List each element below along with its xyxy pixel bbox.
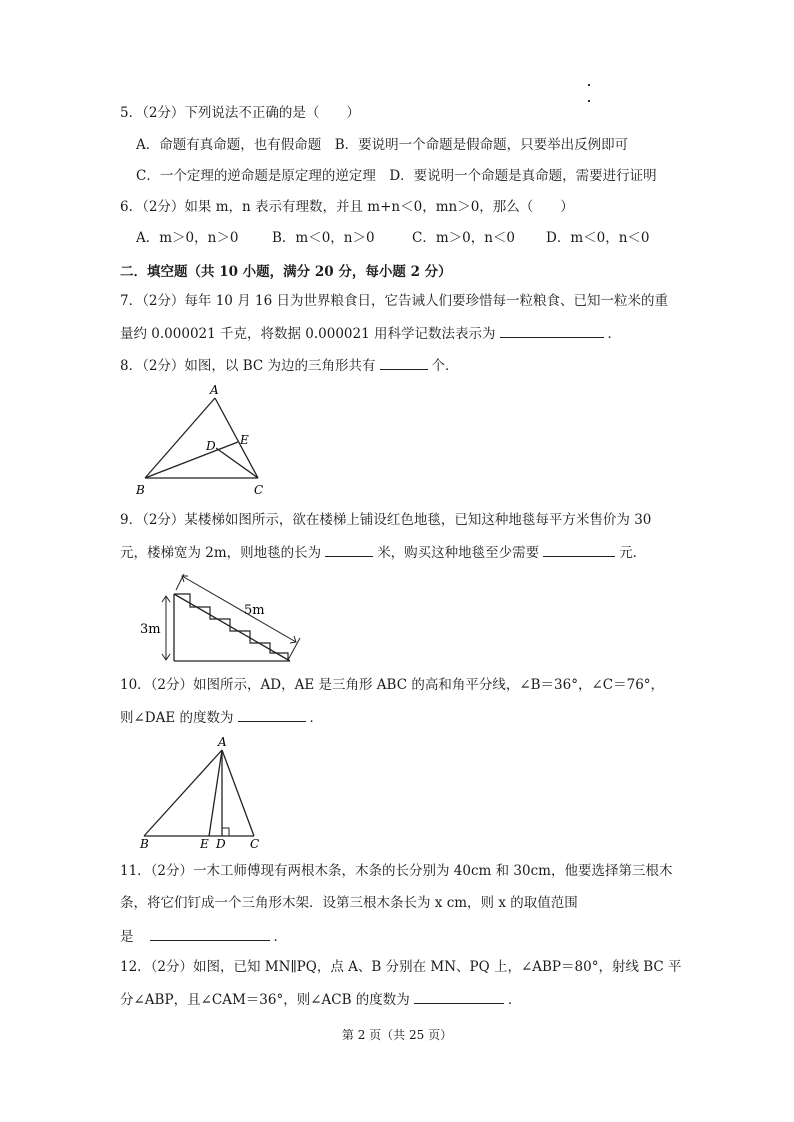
question-10-line-1: 10．（2分）如图所示，AD，AE 是三角形 ABC 的高和角平分线，∠B＝36°，∠C＝76°， bbox=[120, 677, 665, 693]
question-12-end: ． bbox=[507, 992, 522, 1008]
question-5-stem: 5．（2分）下列说法不正确的是（ ） bbox=[120, 105, 360, 121]
question-12-line-1: 12．（2分）如图，已知 MN∥PQ，点 A、B 分别在 MN、PQ 上，∠ABP＝80°，射线 BC 平 bbox=[120, 959, 682, 975]
label-c: C bbox=[254, 483, 264, 497]
label-a: A bbox=[218, 735, 227, 749]
question-11-line-2: 条，将它们钉成一个三角形木架．设第三根木条长为 x cm，则 x 的取值范围 bbox=[120, 895, 578, 911]
slope-label: 5m bbox=[244, 603, 265, 618]
question-11-line-3 bbox=[120, 926, 287, 946]
question-12-text: 分∠ABP，且∠CAM＝36°，则∠ACB 的度数为 bbox=[120, 992, 410, 1008]
label-e: E bbox=[200, 837, 209, 850]
question-9-text-b: 米，购买这种地毯至少需要 bbox=[377, 545, 540, 561]
question-7-text: 量约 0.000021 千克，将数据 0.000021 用科学记数法表示为 bbox=[120, 326, 496, 342]
answer-blank[interactable] bbox=[238, 707, 306, 722]
question-7-end: ． bbox=[607, 326, 621, 342]
question-10-text: 则∠DAE 的度数为 bbox=[120, 710, 234, 726]
staircase-figure-q9 bbox=[138, 566, 308, 666]
question-6-option-d: D．m＜0，n＜0 bbox=[546, 230, 650, 246]
question-10-end: ． bbox=[309, 710, 324, 726]
question-6-option-b: B．m＜0，n＞0 bbox=[272, 230, 375, 246]
answer-blank[interactable] bbox=[414, 989, 504, 1004]
scan-dot bbox=[588, 100, 590, 102]
question-10-line-2 bbox=[120, 707, 323, 727]
question-11-end: ． bbox=[273, 929, 287, 945]
answer-blank[interactable] bbox=[150, 926, 270, 941]
height-label: 3m bbox=[140, 622, 161, 637]
label-c: C bbox=[250, 837, 260, 850]
section-title-fill-in: 二．填空题（共 10 小题，满分 20 分，每小题 2 分） bbox=[120, 264, 452, 280]
triangle-figure-q8 bbox=[130, 380, 280, 500]
question-12-line-2 bbox=[120, 989, 521, 1009]
question-8-text: 8．（2分）如图，以 BC 为边的三角形共有 bbox=[120, 358, 376, 374]
question-6-option-a: A．m＞0，n＞0 bbox=[136, 230, 239, 246]
question-9-line-1: 9．（2分）某楼梯如图所示，欲在楼梯上铺设红色地毯，已知这种地毯每平方米售价为 30 bbox=[120, 512, 652, 528]
question-5-options-cd: C．一个定理的逆命题是原定理的逆定理 D．要说明一个命题是真命题，需要进行证明 bbox=[136, 168, 657, 184]
question-11-text: 是 bbox=[120, 929, 134, 945]
answer-blank[interactable] bbox=[543, 542, 615, 557]
question-7-line-1: 7．（2分）每年 10 月 16 日为世界粮食日，它告诫人们要珍惜每一粒粮食、已知一粒米的重 bbox=[120, 293, 668, 309]
label-e: E bbox=[240, 433, 249, 447]
answer-blank[interactable] bbox=[500, 323, 604, 338]
question-11-line-1: 11．（2分）一木工师傅现有两根木条，木条的长分别为 40cm 和 30cm，他要选择第三根木 bbox=[120, 863, 673, 879]
question-5-options-ab: A．命题有真命题，也有假命题 B．要说明一个命题是假命题，只要举出反例即可 bbox=[136, 137, 629, 153]
label-d: D bbox=[216, 837, 226, 850]
answer-blank[interactable] bbox=[325, 542, 373, 557]
question-9-text-a: 元，楼梯宽为 2m，则地毯的长为 bbox=[120, 545, 322, 561]
label-b: B bbox=[136, 483, 145, 497]
question-6-stem: 6．（2分）如果 m，n 表示有理数，并且 m+n＜0，mn＞0，那么（ ） bbox=[120, 199, 574, 215]
triangle-figure-q10 bbox=[134, 734, 274, 850]
answer-blank[interactable] bbox=[380, 355, 428, 370]
page-footer: 第 2 页（共 25 页） bbox=[341, 1028, 453, 1042]
label-a: A bbox=[210, 383, 219, 397]
scan-dot bbox=[588, 84, 590, 86]
question-7-line-2 bbox=[120, 323, 621, 343]
label-b: B bbox=[140, 837, 149, 850]
label-d: D bbox=[206, 439, 216, 453]
question-9-end: 元． bbox=[619, 545, 647, 561]
question-9-line-2 bbox=[120, 542, 646, 562]
question-8-end: 个． bbox=[431, 358, 459, 374]
question-8-stem bbox=[120, 355, 459, 375]
question-6-option-c: C．m＞0，n＜0 bbox=[412, 230, 516, 246]
